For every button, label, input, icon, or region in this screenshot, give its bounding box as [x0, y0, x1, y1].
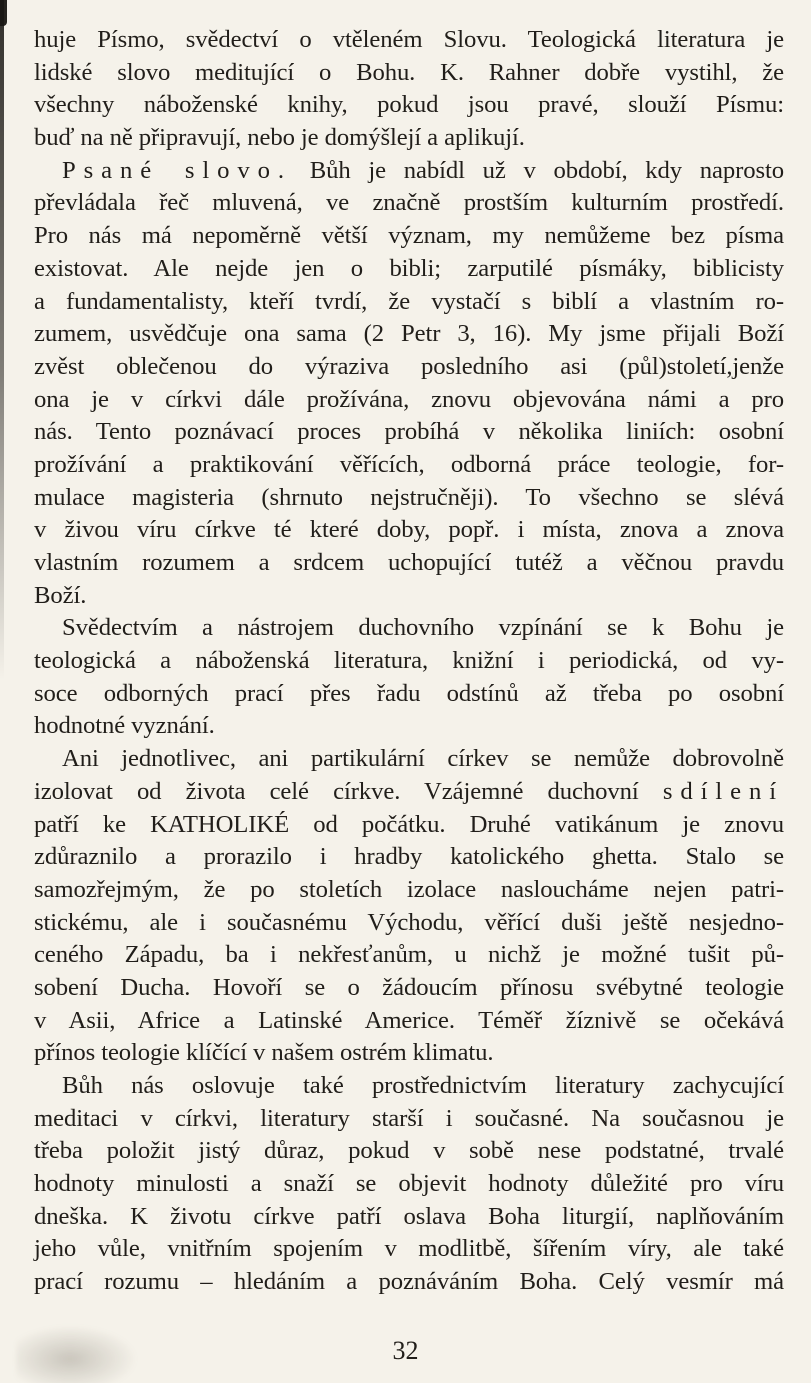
text-line: meditaci v církvi, literatury starší i současné. Na současnou je: [34, 1104, 784, 1132]
page-number: 32: [392, 1336, 419, 1365]
letterspaced-phrase: Psané slovo.: [62, 156, 292, 184]
text-line: Psané slovo. Bůh je nabídl už v období, kdy naprosto: [62, 156, 784, 184]
text-line: izolovat od života celé církve. Vzájemné duchovní sdílení: [34, 777, 784, 805]
text-line: v živou víru církve té které doby, popř. i místa, znova a znova: [34, 516, 784, 544]
page-text-block: [34, 24, 784, 1299]
text-line: třeba položit jistý důraz, pokud v sobě nese podstatné, trvalé: [34, 1137, 784, 1165]
text-line: prožívání a praktikování věřících, odborná práce teologie, for-: [34, 450, 784, 478]
text-line: Bůh nás oslovuje také prostřednictvím literatury zachycující: [62, 1072, 784, 1099]
text-line: patří ke KATHOLIKÉ od počátku. Druhé vatikánum je znovu: [34, 810, 784, 838]
text-line: mulace magisteria (shrnuto nejstručněji). To všechno se slévá: [34, 483, 784, 511]
text-line: Boží.: [34, 581, 87, 609]
text-line: samozřejmým, že po stoletích izolace nasloucháme nejen patri-: [34, 875, 784, 903]
text-line: soce odborných prací přes řadu odstínů až třeba po osobní: [34, 679, 784, 707]
text-line: hodnoty minulosti a snaží se objevit hodnoty důležité pro víru: [34, 1170, 784, 1198]
text-line: ceného Západu, ba i nekřesťanům, u nichž je možné tušit pů-: [34, 941, 784, 969]
text-line: zdůraznilo a prorazilo i hradby katolického ghetta. Stalo se: [34, 843, 784, 871]
text-line: Ani jednotlivec, ani partikulární církev se nemůže dobrovolně: [62, 745, 784, 773]
text-line: Pro nás má nepoměrně větší význam, my nemůžeme bez písma: [34, 222, 784, 250]
text-line: sobení Ducha. Hovoří se o žádoucím přínosu svébytné teologie: [34, 973, 784, 1001]
text-line: Svědectvím a nástrojem duchovního vzpínání se k Bohu je: [62, 614, 784, 642]
text-line: existovat. Ale nejde jen o bibli; zarputilé písmáky, biblicisty: [34, 254, 784, 282]
text-line: vlastním rozumem a srdcem uchopující tutéž a věčnou pravdu: [34, 549, 784, 576]
text-line: lidské slovo meditující o Bohu. K. Rahner dobře vystihl, že: [34, 58, 784, 86]
text-line: ona je v církvi dále prožívána, znovu objevována námi a pro: [34, 385, 784, 413]
text-line: zumem, usvědčuje ona sama (2 Petr 3, 16). My jsme přijali Boží: [34, 320, 784, 348]
text-line: huje Písmo, svědectví o vtěleném Slovu. Teologická literatura je: [34, 26, 784, 53]
scan-edge-artifact: [0, 0, 4, 680]
letterspaced-phrase: sdílení: [662, 777, 784, 805]
text-line: hodnotné vyznání.: [34, 712, 215, 740]
scan-corner-artifact: [0, 0, 7, 26]
text-line: buď na ně připravují, nebo je domýšlejí a aplikují.: [34, 124, 525, 152]
text-line: nás. Tento poznávací proces probíhá v několika liniích: osobní: [34, 418, 784, 446]
text-line: a fundamentalisty, kteří tvrdí, že vystačí s biblí a vlastním ro-: [34, 287, 784, 315]
text-line: stickému, ale i současnému Východu, věřící duši ještě nesjedno-: [34, 908, 784, 936]
text-line: jeho vůle, vnitřním spojením v modlitbě, šířením víry, ale také: [34, 1235, 784, 1263]
text-line: všechny náboženské knihy, pokud jsou pravé, slouží Písmu:: [34, 91, 784, 119]
text-line: přínos teologie klíčící v našem ostrém klimatu.: [34, 1039, 494, 1067]
text-line: zvěst oblečenou do výraziva posledního asi (půl)století,jenže: [34, 352, 784, 380]
text-line: převládala řeč mluvená, ve značně prostším kulturním prostředí.: [34, 189, 784, 217]
text-line: v Asii, Africe a Latinské Americe. Téměř žíznivě se očekává: [34, 1006, 784, 1034]
text-line: dneška. K životu církve patří oslava Boha liturgií, naplňováním: [34, 1202, 784, 1230]
text-line: teologická a náboženská literatura, knižní i periodická, od vy-: [34, 647, 784, 675]
text-line: prací rozumu – hledáním a poznáváním Boha. Celý vesmír má: [34, 1268, 784, 1296]
